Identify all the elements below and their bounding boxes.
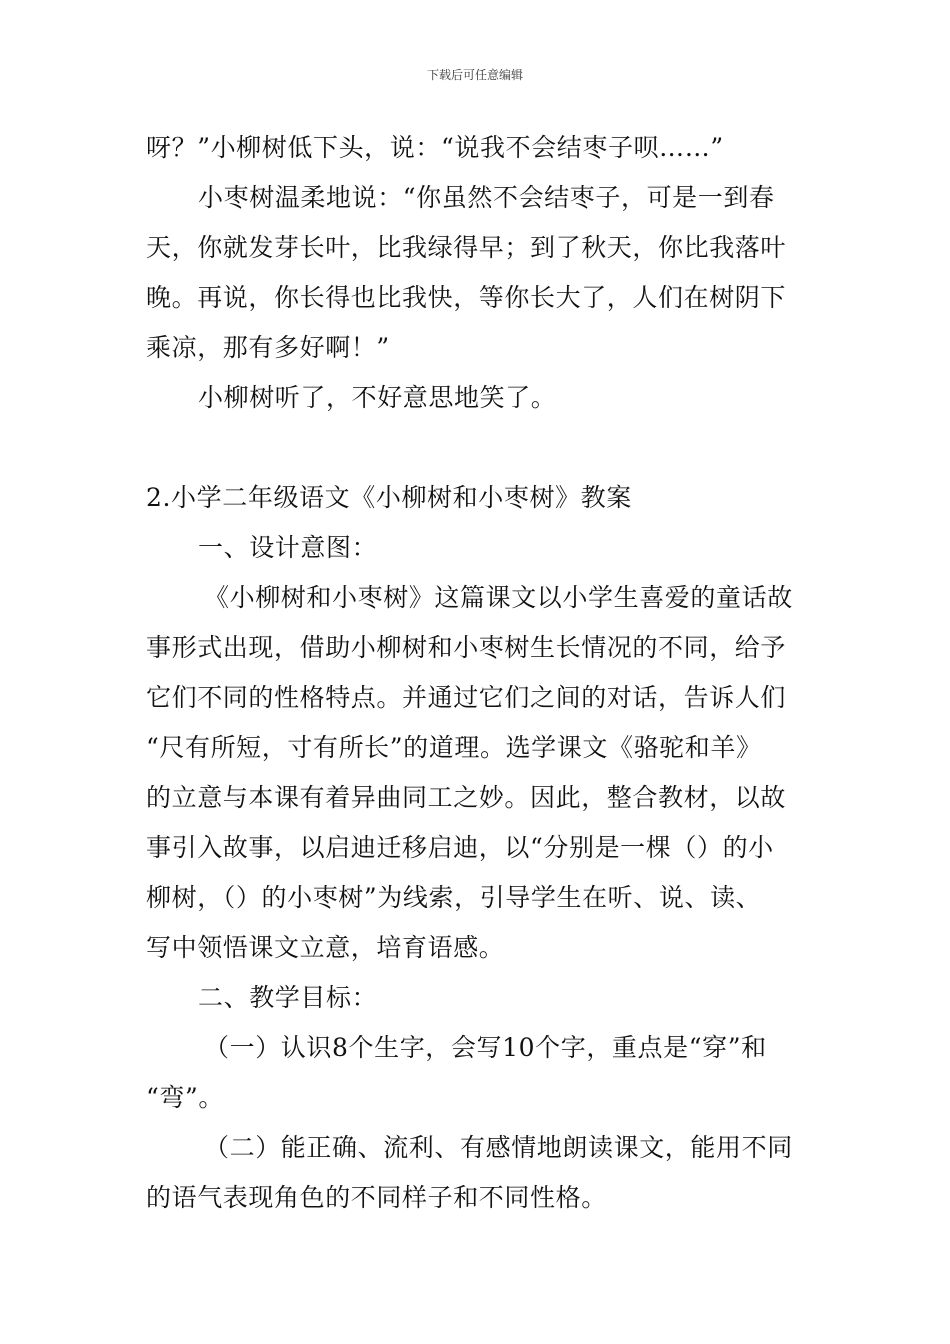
design-paragraph-line: 事引入故事，以启迪迁移启迪，以“分别是一棵（）的小 [146,833,774,862]
story-paragraph-line: 小枣树温柔地说：“你虽然不会结枣子，可是一到春 [198,183,775,212]
design-paragraph-line: 的立意与本课有着异曲同工之妙。因此，整合教材，以故 [146,783,787,812]
story-paragraph-line: 乘凉，那有多好啊！” [146,333,390,362]
section-title: 2.小学二年级语文《小柳树和小枣树》教案 [146,483,632,512]
story-closing-line: 小柳树听了，不好意思地笑了。 [198,383,557,412]
design-paragraph-line: 写中领悟课文立意，培育语感。 [146,933,505,962]
heading-design-intent: 一、设计意图： [198,533,378,562]
design-paragraph-line: 它们不同的性格特点。并通过它们之间的对话，告诉人们 [146,683,787,712]
story-paragraph-line: 天，你就发芽长叶，比我绿得早；到了秋天，你比我落叶 [146,233,787,262]
design-paragraph-line: 柳树，（）的小枣树”为线索，引导学生在听、说、读、 [146,883,762,912]
document-body [146,123,810,1223]
page-header-note: 下载后可任意编辑 [426,68,523,82]
design-paragraph-line: “尺有所短，寸有所长”的道理。选学课文《骆驼和羊》 [146,733,762,762]
story-paragraph-line: 晚。再说，你长得也比我快，等你长大了，人们在树阴下 [146,283,787,312]
design-paragraph-line: 事形式出现，借助小柳树和小枣树生长情况的不同，给予 [146,633,787,662]
design-paragraph-line: 《小柳树和小枣树》这篇课文以小学生喜爱的童话故 [204,583,793,612]
goal-two-line: （二）能正确、流利、有感情地朗读课文，能用不同 [204,1133,793,1162]
heading-teaching-goals: 二、教学目标： [198,983,378,1012]
story-line: 呀？”小柳树低下头，说：“说我不会结枣子呗……” [146,133,724,162]
goal-two-line: 的语气表现角色的不同样子和不同性格。 [146,1183,607,1212]
goal-one-line: “弯”。 [146,1083,224,1112]
section-gap [146,423,810,473]
goal-one-line: （一）认识8个生字，会写10个字，重点是“穿”和 [204,1033,767,1062]
